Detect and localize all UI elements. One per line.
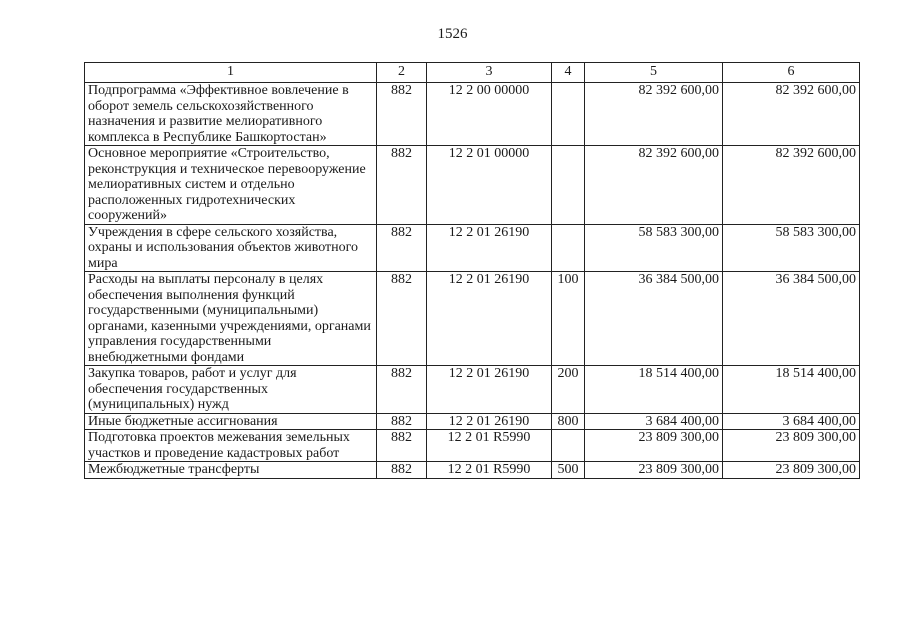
row-name-cell: Основное мероприятие «Строительство, реконструкция и техническое перевооружение мелиоративных систем и отдельно расположенных гидротехнических сооружений» [85,146,377,225]
table-header [85,63,860,83]
header-col-2: 2 [377,63,427,83]
row-code-cell: 882 [377,224,427,272]
row-code-cell: 882 [377,413,427,430]
row-amount-cell: 82 392 600,00 [585,83,723,146]
row-type-cell [552,83,585,146]
table-body [85,83,860,479]
row-name-cell: Подготовка проектов межевания земельных участков и проведение кадастровых работ [85,430,377,462]
row-name-cell: Иные бюджетные ассигнования [85,413,377,430]
row-target-cell: 12 2 01 26190 [427,272,552,366]
table-row [85,224,860,272]
row-type-cell: 100 [552,272,585,366]
row-type-cell: 200 [552,366,585,414]
row-name-cell: Расходы на выплаты персоналу в целях обеспечения выполнения функций государственными (муниципальными) органами, казенными учреждениями, органами управления государственными внебюджетными фондами [85,272,377,366]
row-amount-cell: 82 392 600,00 [723,146,860,225]
row-name-cell: Межбюджетные трансферты [85,462,377,479]
page-number: 1526 [437,26,468,42]
row-type-cell [552,224,585,272]
table-row [85,146,860,225]
row-amount-cell: 36 384 500,00 [723,272,860,366]
header-col-6: 6 [723,63,860,83]
row-target-cell: 12 2 01 26190 [427,366,552,414]
row-target-cell: 12 2 00 00000 [427,83,552,146]
header-col-1: 1 [85,63,377,83]
table-row [85,413,860,430]
row-name-cell: Закупка товаров, работ и услуг для обеспечения государственных (муниципальных) нужд [85,366,377,414]
row-target-cell: 12 2 01 26190 [427,224,552,272]
row-amount-cell: 23 809 300,00 [585,430,723,462]
table-row [85,272,860,366]
row-amount-cell: 82 392 600,00 [723,83,860,146]
row-type-cell [552,146,585,225]
row-type-cell [552,430,585,462]
row-amount-cell: 23 809 300,00 [585,462,723,479]
row-type-cell: 800 [552,413,585,430]
row-amount-cell: 58 583 300,00 [723,224,860,272]
row-amount-cell: 36 384 500,00 [585,272,723,366]
row-amount-cell: 18 514 400,00 [585,366,723,414]
table-row [85,430,860,462]
row-amount-cell: 23 809 300,00 [723,462,860,479]
table-row [85,366,860,414]
row-code-cell: 882 [377,366,427,414]
row-code-cell: 882 [377,430,427,462]
row-code-cell: 882 [377,83,427,146]
row-amount-cell: 23 809 300,00 [723,430,860,462]
row-amount-cell: 58 583 300,00 [585,224,723,272]
row-code-cell: 882 [377,272,427,366]
row-amount-cell: 3 684 400,00 [723,413,860,430]
row-target-cell: 12 2 01 R5990 [427,462,552,479]
header-col-4: 4 [552,63,585,83]
row-amount-cell: 18 514 400,00 [723,366,860,414]
table-row [85,462,860,479]
row-target-cell: 12 2 01 00000 [427,146,552,225]
row-target-cell: 12 2 01 26190 [427,413,552,430]
row-code-cell: 882 [377,146,427,225]
row-amount-cell: 3 684 400,00 [585,413,723,430]
row-target-cell: 12 2 01 R5990 [427,430,552,462]
row-name-cell: Подпрограмма «Эффективное вовлечение в оборот земель сельскохозяйственного назначения и развитие мелиоративного комплекса в Республике Башкортостан» [85,83,377,146]
row-code-cell: 882 [377,462,427,479]
header-row [85,63,860,83]
row-name-cell: Учреждения в сфере сельского хозяйства, охраны и использования объектов животного мира [85,224,377,272]
header-col-3: 3 [427,63,552,83]
budget-table [84,62,860,479]
row-amount-cell: 82 392 600,00 [585,146,723,225]
row-type-cell: 500 [552,462,585,479]
table-row [85,83,860,146]
header-col-5: 5 [585,63,723,83]
